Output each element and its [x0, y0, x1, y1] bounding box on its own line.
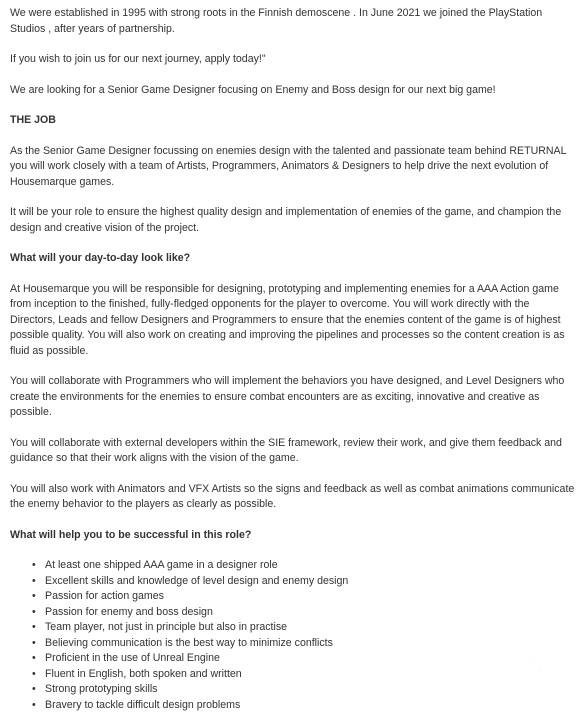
list-item-text: Bravery to tackle difficult design problems [45, 699, 240, 711]
intro-join: If you wish to join us for our next journey, apply today!" [10, 52, 576, 68]
bullet-icon: • [32, 558, 36, 574]
day-to-day-heading: What will your day-to-day look like? [10, 251, 576, 267]
bullet-icon: • [32, 651, 36, 667]
job-heading: THE JOB [10, 113, 576, 129]
bullet-icon: • [32, 636, 36, 652]
list-item-text: Proficient in the use of Unreal Engine [45, 652, 220, 664]
intro-established: We were established in 1995 with strong roots in the Finnish demoscene . In June 2021 we joined the PlayStation Studios , after years of partnership. [10, 6, 576, 37]
day-to-day-paragraph-1: At Housemarque you will be responsible for designing, prototyping and implementing enemies for a AAA Action game from inception to the finished, fully-fledged opponents for the player to overcome. You will work directly with the Directors, Leads and fellow Designers and Programmers to ensure that the enemies content of the game is of highest possible quality. You will also work on creating and improving the pipelines and processes so the content creation is as fluid as possible. [10, 282, 576, 360]
bullet-icon: • [32, 574, 36, 590]
list-item-text: Passion for enemy and boss design [45, 606, 213, 618]
bullet-icon: • [32, 698, 36, 713]
list-item-text: Strong prototyping skills [45, 683, 157, 695]
bullet-icon: • [32, 682, 36, 698]
list-item [32, 620, 576, 636]
list-item-text: Team player, not just in principle but also in practise [45, 621, 287, 633]
list-item [32, 574, 576, 590]
list-item [32, 589, 576, 605]
requirements-list [10, 558, 576, 713]
job-paragraph-1: As the Senior Game Designer focussing on enemies design with the talented and passionate team behind RETURNAL you will work closely with a team of Artists, Programmers, Animators & Designers to help drive the next evolution of Housemarque games. [10, 144, 576, 191]
day-to-day-paragraph-2: You will collaborate with Programmers who will implement the behaviors you have designed, and Level Designers who create the environments for the enemies to ensure combat encounters are as exciting, innovative and creative as possible. [10, 374, 576, 421]
bullet-icon: • [32, 620, 36, 636]
watermark-text: 游侠网 [508, 655, 565, 676]
intro-looking: We are looking for a Senior Game Designer focusing on Enemy and Boss design for our next big game! [10, 83, 576, 99]
ali213-logo-icon [496, 649, 574, 679]
list-item [32, 698, 576, 713]
list-item [32, 636, 576, 652]
list-item-text: At least one shipped AAA game in a designer role [45, 559, 278, 571]
job-paragraph-2: It will be your role to ensure the highest quality design and implementation of enemies of the game, and champion the design and creative vision of the project. [10, 205, 576, 236]
list-item [32, 605, 576, 621]
list-item [32, 667, 576, 683]
list-item [32, 651, 576, 667]
success-heading: What will help you to be successful in this role? [10, 528, 576, 544]
bullet-icon: • [32, 589, 36, 605]
list-item-text: Excellent skills and knowledge of level design and enemy design [45, 575, 348, 587]
list-item-text: Passion for action games [45, 590, 164, 602]
list-item [32, 682, 576, 698]
list-item [32, 558, 576, 574]
day-to-day-paragraph-3: You will collaborate with external developers within the SIE framework, review their work, and give them feedback and guidance so that their work aligns with the vision of the game. [10, 436, 576, 467]
list-item-text: Fluent in English, both spoken and written [45, 668, 242, 680]
bullet-icon: • [32, 605, 36, 621]
bullet-icon: • [32, 667, 36, 683]
job-posting [10, 6, 576, 713]
day-to-day-paragraph-4: You will also work with Animators and VFX Artists so the signs and feedback as well as combat animations communicate the enemy behavior to the players as clearly as possible. [10, 482, 576, 513]
list-item-text: Believing communication is the best way to minimize conflicts [45, 637, 333, 649]
